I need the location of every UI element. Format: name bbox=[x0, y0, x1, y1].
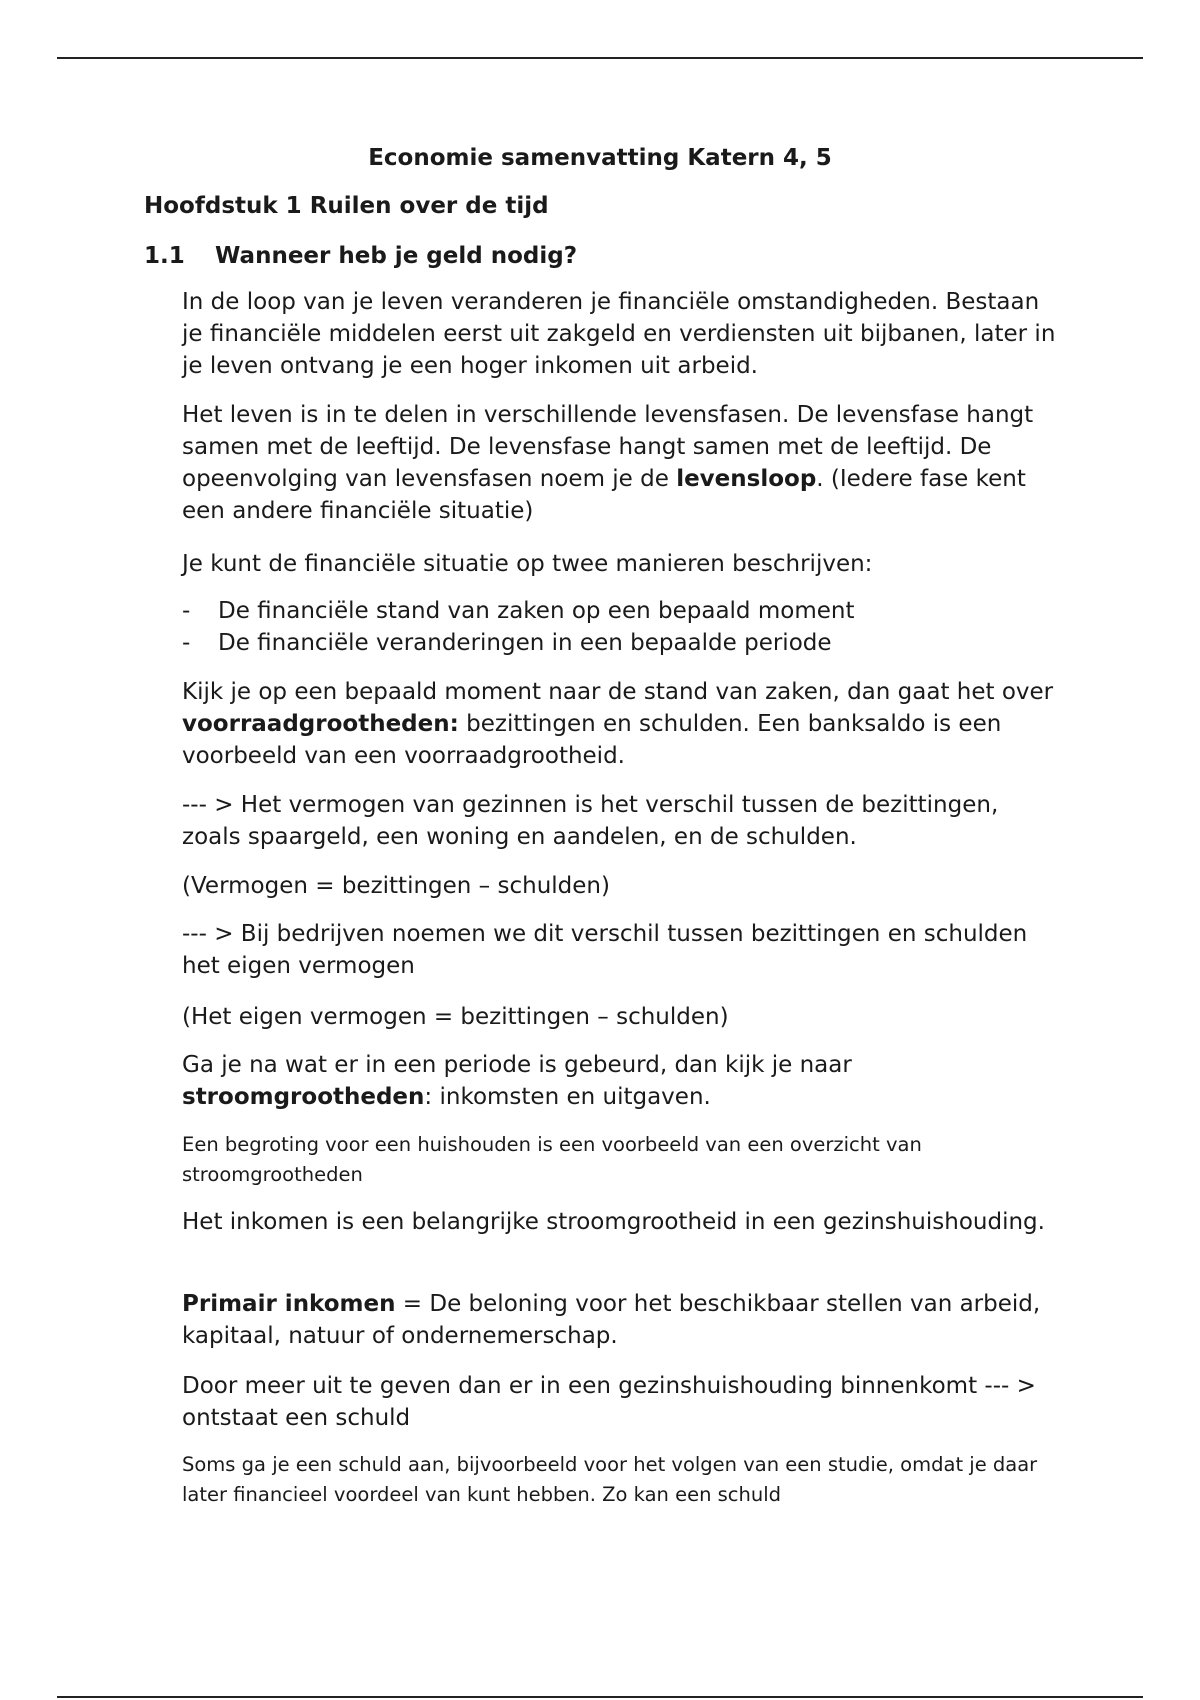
page-top-rule bbox=[57, 57, 1143, 59]
list-item bbox=[182, 595, 1062, 627]
paragraph-life-phases-text-b: . (Iedere fase kent een andere financiële situatie) bbox=[182, 466, 1026, 524]
document-title: Economie samenvatting Katern 4, 5 bbox=[368, 145, 832, 171]
list-item-text: De financiële stand van zaken op een bepaald moment bbox=[218, 598, 855, 624]
list-item-text: De financiële veranderingen in een bepaalde periode bbox=[218, 630, 832, 656]
paragraph-income: Het inkomen is een belangrijke stroomgrootheid in een gezinshuishouding. bbox=[182, 1209, 1045, 1235]
paragraph-stock-text-a: Kijk je op een bepaald moment naar de stand van zaken, dan gaat het over bbox=[182, 679, 1054, 705]
paragraph-household-budget: Een begroting voor een huishouden is een voorbeeld van een overzicht van stroomgrootheden bbox=[182, 1133, 922, 1186]
formula-eigen-vermogen: (Het eigen vermogen = bezittingen – schulden) bbox=[182, 1004, 729, 1030]
paragraph-two-ways: Je kunt de financiële situatie op twee manieren beschrijven: bbox=[182, 551, 873, 577]
paragraph-flow-quantities bbox=[182, 1049, 1062, 1113]
term-levensloop: levensloop bbox=[676, 466, 817, 492]
paragraph-debt-origin: Door meer uit te geven dan er in een gezinshuishouding binnenkomt --- > ontstaat een schuld bbox=[182, 1373, 1036, 1431]
formula-vermogen: (Vermogen = bezittingen – schulden) bbox=[182, 873, 610, 899]
paragraph-life-phases-text-a: Het leven is in te delen in verschillende levensfasen. De levensfase hangt samen met de leeftijd. De levensfase hangt samen met de leeftijd. De opeenvolging van levensfasen noem je de bbox=[182, 402, 1034, 492]
list-item bbox=[182, 627, 1062, 659]
paragraph-primary-income-text: = De beloning voor het beschikbaar stellen van arbeid, kapitaal, natuur of ondernemerschap. bbox=[182, 1291, 1041, 1349]
bullet-dash: - bbox=[182, 598, 191, 624]
paragraph-financial-circumstances: In de loop van je leven veranderen je financiële omstandigheden. Bestaan je financiële middelen eerst uit zakgeld en verdiensten uit bijbanen, later in je leven ontvang je een hoger inkomen uit arbeid. bbox=[182, 289, 1056, 379]
term-primair-inkomen: Primair inkomen bbox=[182, 1291, 396, 1317]
paragraph-flow-text-a: Ga je na wat er in een periode is gebeurd, dan kijk je naar bbox=[182, 1052, 852, 1078]
section-title: Wanneer heb je geld nodig? bbox=[215, 243, 578, 269]
section-heading bbox=[144, 240, 577, 272]
page-bottom-rule bbox=[57, 1696, 1143, 1698]
paragraph-life-phases bbox=[182, 399, 1062, 527]
paragraph-stock-quantities bbox=[182, 676, 1062, 772]
paragraph-stock-text-b: bezittingen en schulden. Een banksaldo is een voorbeeld van een voorraadgrootheid. bbox=[182, 711, 1002, 769]
paragraph-company-equity: --- > Bij bedrijven noemen we dit verschil tussen bezittingen en schulden het eigen vermogen bbox=[182, 921, 1028, 979]
chapter-heading: Hoofdstuk 1 Ruilen over de tijd bbox=[144, 193, 549, 219]
term-stroomgrootheden: stroomgrootheden bbox=[182, 1084, 425, 1110]
paragraph-flow-text-b: : inkomsten en uitgaven. bbox=[424, 1084, 711, 1110]
term-voorraadgrootheden: voorraadgrootheden: bbox=[182, 711, 459, 737]
paragraph-primary-income bbox=[182, 1288, 1062, 1352]
paragraph-debt-study: Soms ga je een schuld aan, bijvoorbeeld voor het volgen van een studie, omdat je daar later financieel voordeel van kunt hebben. Zo kan een schuld bbox=[182, 1453, 1038, 1506]
bullet-dash: - bbox=[182, 630, 191, 656]
section-number: 1.1 bbox=[144, 243, 185, 269]
paragraph-household-wealth: --- > Het vermogen van gezinnen is het verschil tussen de bezittingen, zoals spaargeld, een woning en aandelen, en de schulden. bbox=[182, 792, 999, 850]
bullet-list bbox=[182, 595, 1062, 659]
